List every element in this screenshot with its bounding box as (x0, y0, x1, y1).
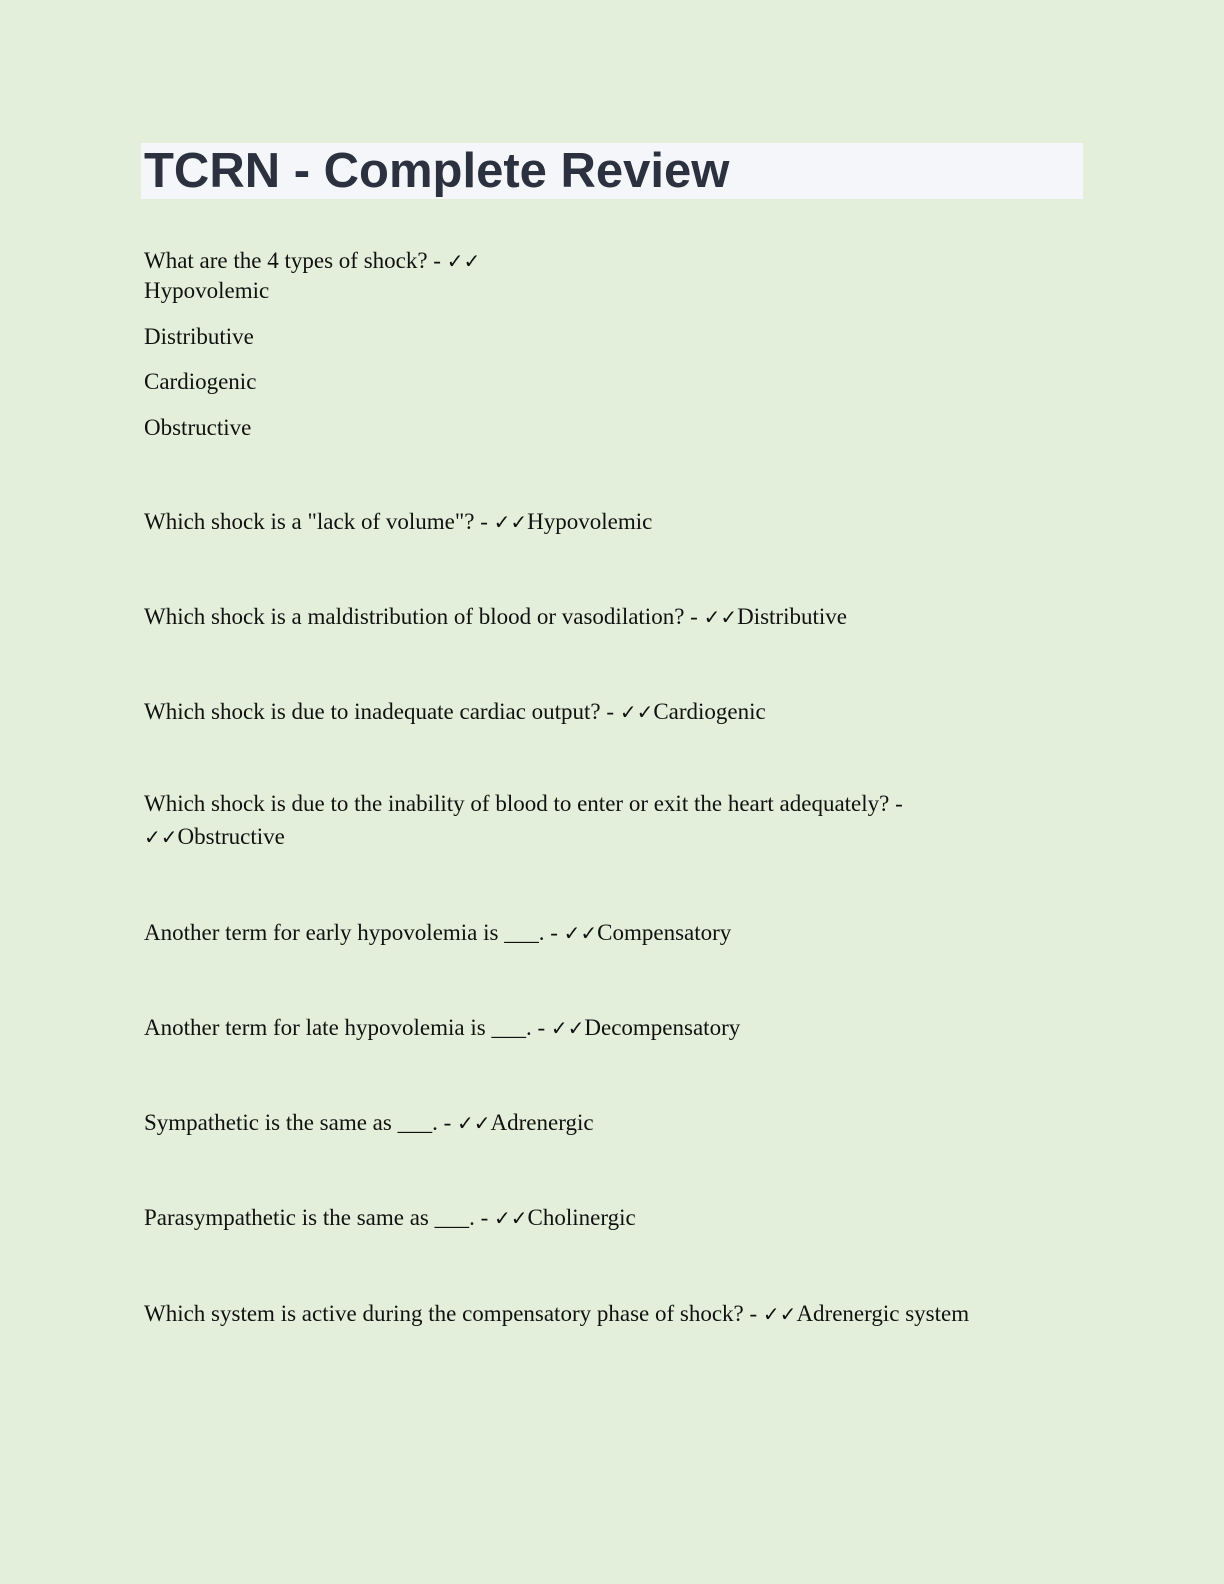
qa-item (144, 787, 903, 854)
double-check-icon: ✓✓ (619, 700, 654, 724)
qa-item-types-of-shock (144, 244, 480, 278)
double-check-icon: ✓✓ (762, 1302, 797, 1326)
question-text: What are the 4 types of shock? - (144, 248, 447, 273)
question-text: Another term for early hypovolemia is ___. - (144, 920, 564, 945)
double-check-icon: ✓✓ (457, 1111, 491, 1135)
answer-text: Compensatory (597, 920, 732, 945)
question-text: Which shock is due to the inability of blood to enter or exit the heart adequately? - (144, 791, 903, 816)
answer-text: Adrenergic (490, 1110, 594, 1135)
title-banner (141, 143, 1083, 199)
double-check-icon: ✓✓ (493, 510, 528, 534)
answer-list-item: Hypovolemic (144, 278, 270, 303)
answer-line (144, 820, 903, 854)
double-check-icon: ✓✓ (550, 1016, 585, 1040)
question-text: Which shock is due to inadequate cardiac output? - (144, 699, 620, 724)
answer-text: Obstructive (177, 824, 285, 849)
answer-text: Hypovolemic (527, 509, 653, 534)
qa-item (144, 1297, 969, 1331)
answer-list-item: Obstructive (144, 415, 252, 440)
answer-list-item: Cardiogenic (144, 369, 257, 394)
double-check-icon: ✓✓ (703, 605, 738, 629)
question-text: Another term for late hypovolemia is ___. - (144, 1015, 551, 1040)
qa-item (144, 1106, 594, 1140)
qa-item (144, 600, 847, 634)
page-title: TCRN - Complete Review (144, 144, 730, 198)
answer-text: Decompensatory (584, 1015, 741, 1040)
qa-item (144, 1011, 740, 1045)
answer-text: Cholinergic (527, 1205, 636, 1230)
double-check-icon: ✓✓ (446, 249, 481, 273)
double-check-icon: ✓✓ (494, 1206, 528, 1230)
answer-text: Cardiogenic (653, 699, 766, 724)
qa-item (144, 695, 766, 729)
question-text: Which system is active during the compensatory phase of shock? - (144, 1301, 763, 1326)
question-text: Parasympathetic is the same as ___. - (144, 1205, 495, 1230)
answer-text: Distributive (737, 604, 847, 629)
answer-list-item: Distributive (144, 324, 254, 349)
double-check-icon: ✓✓ (563, 921, 598, 945)
question-text: Which shock is a maldistribution of blood or vasodilation? - (144, 604, 704, 629)
qa-item (144, 1201, 636, 1235)
qa-item (144, 916, 731, 950)
double-check-icon: ✓✓ (144, 825, 178, 849)
qa-item (144, 505, 652, 539)
question-text: Sympathetic is the same as ___. - (144, 1110, 457, 1135)
question-text: Which shock is a "lack of volume"? - (144, 509, 494, 534)
answer-text: Adrenergic system (796, 1301, 970, 1326)
